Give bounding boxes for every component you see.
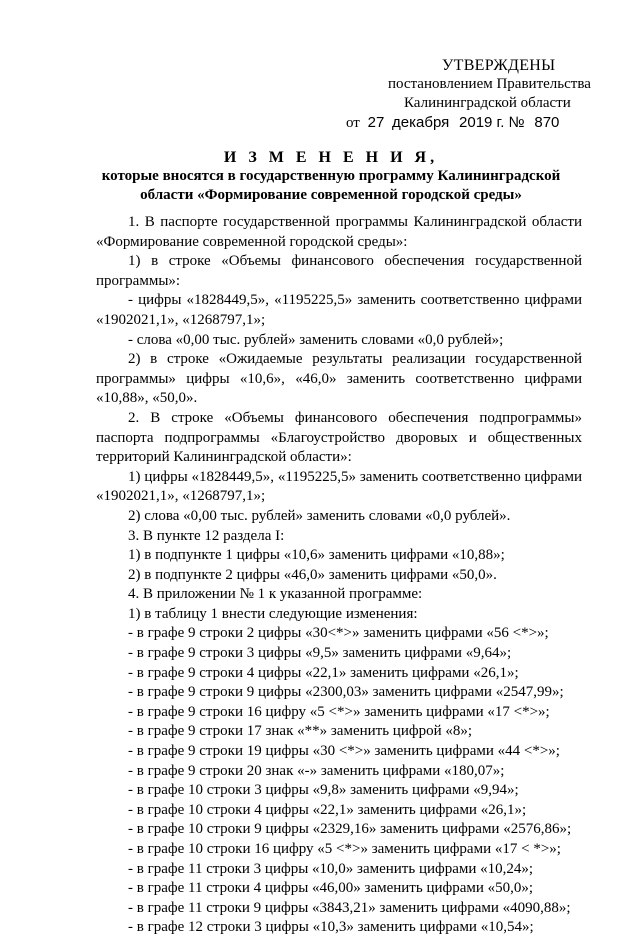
list-item: - в графе 10 строки 9 цифры «2329,16» заменить цифрами «2576,86»; <box>128 821 572 838</box>
list-item: - в графе 12 строки 3 цифры «10,3» заменить цифрами «10,54»; <box>128 919 534 936</box>
date-year: 2019 г. № <box>459 114 525 131</box>
document-body <box>96 213 582 938</box>
list-item: - в графе 9 строки 19 цифры «30 <*>» заменить цифрами «44 <*>»; <box>128 743 560 760</box>
approval-title: УТВЕРЖДЕНЫ <box>442 57 556 74</box>
heading-subtitle-line-1: которые вносятся в государственную программу Калининградской <box>101 168 561 184</box>
heading-subtitle-line-2: области «Формирование современной городской среды» <box>140 187 522 203</box>
paragraph-10: 1) в подпункте 1 цифры «10,6» заменить цифрами «10,88»; <box>128 547 505 564</box>
list-item: - в графе 9 строки 9 цифры «2300,03» заменить цифрами «2547,99»; <box>128 684 564 701</box>
paragraph-3: - цифры «1828449,5», «1195225,5» заменить соответственно цифрами «1902021,1», «1268797,1»; <box>96 292 582 328</box>
list-item: - в графе 10 строки 4 цифры «22,1» заменить цифрами «26,1»; <box>128 801 527 818</box>
date-prefix: от <box>346 115 360 131</box>
paragraph-12: 4. В приложении № 1 к указанной программе: <box>128 586 423 603</box>
list-item: - в графе 9 строки 20 знак «-» заменить цифрами «180,07»; <box>128 762 505 779</box>
paragraph-11: 2) в подпункте 2 цифры «46,0» заменить цифрами «50,0». <box>128 566 497 583</box>
list-item: - в графе 9 строки 17 знак «**» заменить цифрой «8»; <box>128 723 473 740</box>
date-month: декабря <box>392 114 450 131</box>
approval-block <box>346 56 606 133</box>
paragraph-5: 2) в строке «Ожидаемые результаты реализации государственной программы» цифры «10,6», «46,0» заменить соответственно цифрами «10,88», «50,0». <box>96 351 582 407</box>
list-item: - в графе 9 строки 2 цифры «30<*>» заменить цифрами «56 <*>»; <box>128 625 549 642</box>
list-item: - в графе 10 строки 16 цифру «5 <*>» заменить цифрами «17 < *>»; <box>128 841 561 857</box>
list-item: - в графе 11 строки 3 цифры «10,0» заменить цифрами «10,24»; <box>128 860 534 877</box>
paragraph-6: 2. В строке «Объемы финансового обеспечения подпрограммы» паспорта подпрограммы «Благоустройство дворовых и общественных территорий Калининградской области»: <box>96 409 582 466</box>
approval-line-1: постановлением Правительства <box>388 76 591 92</box>
list-item: - в графе 11 строки 4 цифры «46,00» заменить цифрами «50,0»; <box>128 880 534 897</box>
approval-date-line <box>346 113 606 133</box>
list-item: - в графе 9 строки 16 цифру «5 <*>» заменить цифрами «17 <*>»; <box>128 703 550 720</box>
list-item: - в графе 11 строки 9 цифры «3843,21» заменить цифрами «4090,88»; <box>128 899 571 916</box>
paragraph-4: - слова «0,00 тыс. рублей» заменить словами «0,0 рублей»; <box>128 331 504 348</box>
paragraph-8: 2) слова «0,00 тыс. рублей» заменить словами «0,0 рублей». <box>128 507 511 524</box>
paragraph-9: 3. В пункте 12 раздела I: <box>128 527 285 544</box>
document-heading <box>96 148 566 205</box>
list-item: - в графе 10 строки 3 цифры «9,8» заменить цифрами «9,94»; <box>128 782 519 799</box>
heading-title: И З М Е Н Е Н И Я, <box>223 149 439 166</box>
list-item: - в графе 9 строки 4 цифры «22,1» заменить цифрами «26,1»; <box>128 664 519 681</box>
paragraph-2: 1) в строке «Объемы финансового обеспечения государственной программы»: <box>96 253 582 289</box>
paragraph-13: 1) в таблицу 1 внести следующие изменения: <box>128 605 418 622</box>
list-item: - в графе 9 строки 3 цифры «9,5» заменить цифрами «9,64»; <box>128 645 512 662</box>
date-day: 27 <box>367 114 385 131</box>
date-number: 870 <box>534 114 560 131</box>
approval-line-2: Калининградской области <box>404 95 571 111</box>
paragraph-1: 1. В паспорте государственной программы Калининградской области «Формирование современной городской среды»: <box>96 214 582 250</box>
paragraph-7: 1) цифры «1828449,5», «1195225,5» заменить соответственно цифрами «1902021,1», «1268797,1»; <box>96 468 582 505</box>
